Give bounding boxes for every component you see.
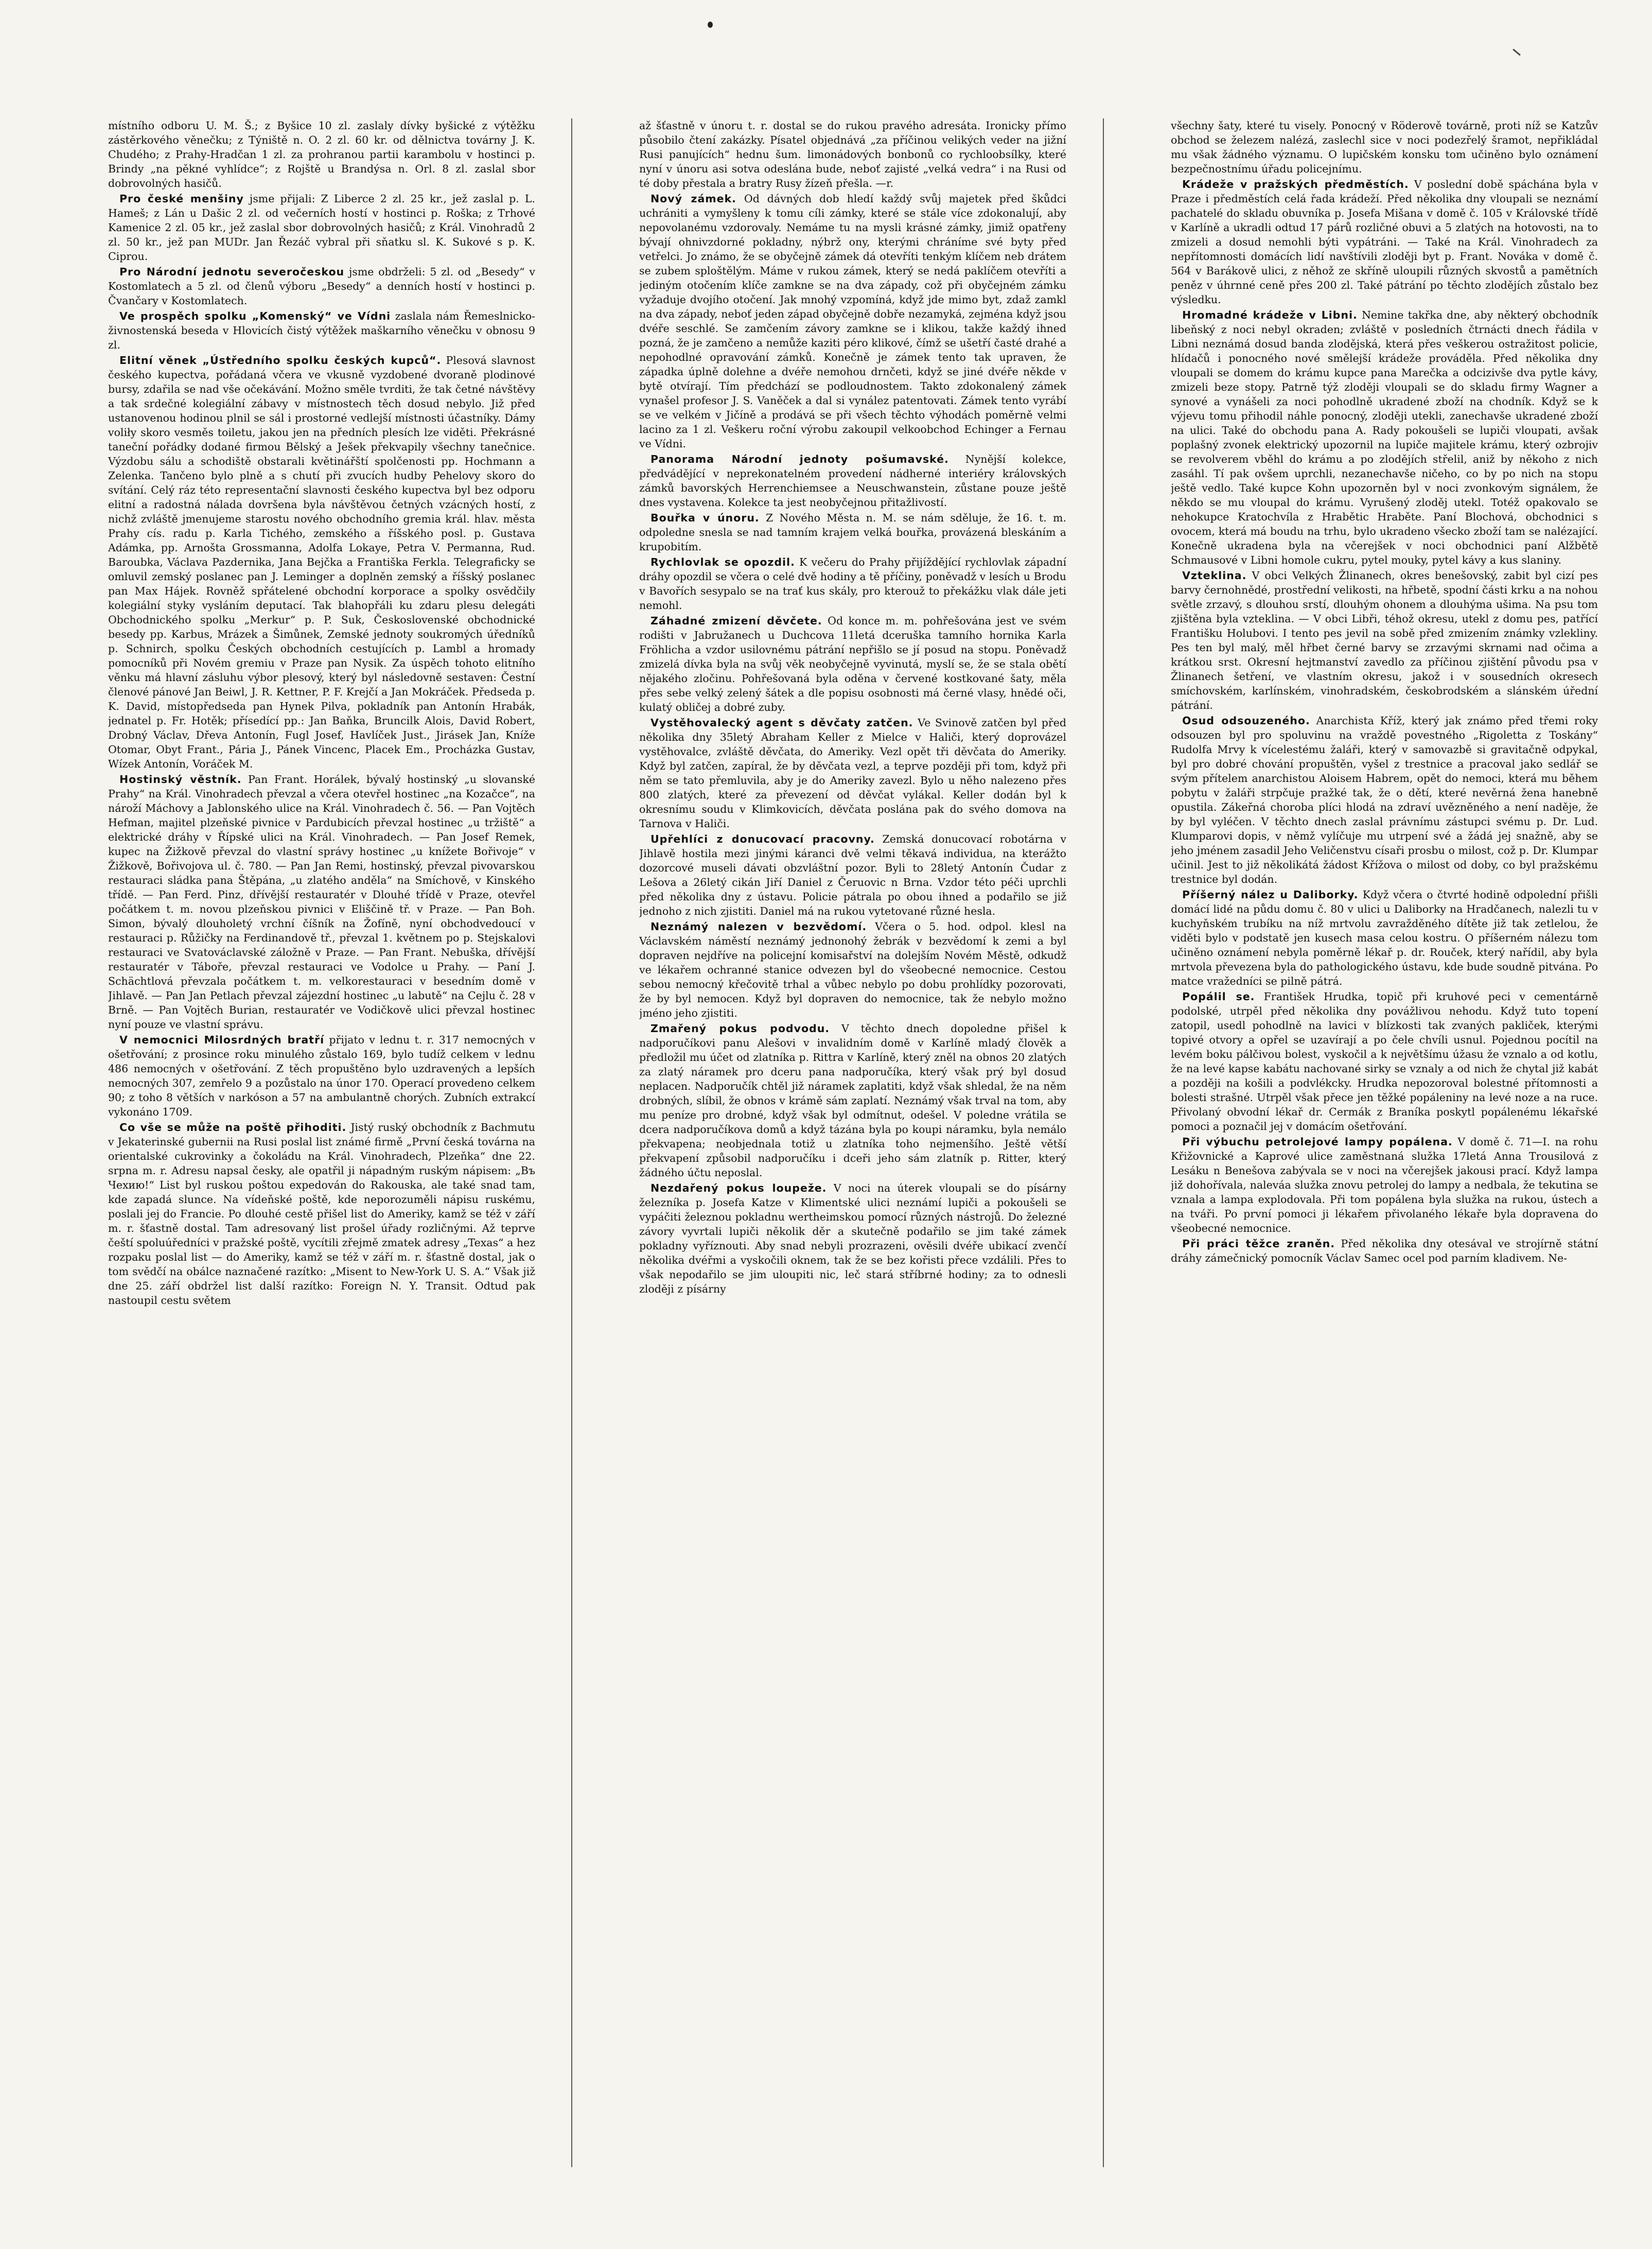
- article-headline: Pro české menšiny: [119, 193, 244, 205]
- article-text: jsme přijali: Z Liberce 2 zl. 25 kr., jež zaslal p. L. Hameš; z Lán u Dašic 2 zl. od večerních hostí v hostinci p. Roška; z Trhové Kamenice 2 zl. 05 kr., jež zaslal sbor dobrovolných hasičů; z Král. Vinohradů 2 zl. 50 kr., jež pan MUDr. Jan Řezáč vybral při sňatku sl. K. Sukové s p. K. Ciprou.: [108, 193, 535, 263]
- article-paragraph: [1171, 989, 1598, 1134]
- article-text: Zemská donucovací robotárna v Jihlavě hostila mezi jinými káranci dvě velmi těkavá individua, na kterážto dozorcové museli dávati obzvláštní pozor. Byli to 28letý Antonín Čudar z Lešova a 26letý cikán Jiří Daniel z Čeruovic n Brna. Vzdor této péči uprchli před několika dny z ústavu. Policie pátrala po obou ihned a podařilo se již jednoho z nich zjistiti. Daniel má na rukou vytetované různé hesla.: [639, 833, 1066, 917]
- article-paragraph: [639, 191, 1066, 451]
- article-text: Nemine takřka dne, aby některý obchodník libeňský z noci nebyl okraden; zvláště v posledních čtrnácti dnech řádila v Libni neznámá dosud banda zlodějská, která přes veškerou ostražitost policie, hlídačů i ponocného nové smělejší krádeže prováděla. Před několika dny vloupali se domem do krámu kupce pana Marečka a odcizivše dva pytle kávy, zmizeli beze stopy. Patrně týž zloději vloupali se do skladu firmy Wagner a synové a vynášeli za noci pohodlně ukradené zboží na chodník. Když se k výjevu tomu přihodil náhle ponocný, zloději utekli, zanechavše ukradené zboží na ulici. Také do obchodu pana A. Rady pokoušeli se lupiči vloupati, avšak poplašný zvonek elektrický upozornil na lupiče majitele krámu, který ozbrojiv se revolverem vběhl do krámu a po zlodějích střelil, aniž by někoho z nich zasáhl. Tí pak ovšem uprchli, nezanechavše ničeho, co by po nich na stopu ještě vedlo. Také kupce Kohn upozorněn byl v noci zvonkovým signálem, že někdo se mu vloupal do krámu. Vyrušený zloděj utekl. Totéž opakovalo se nehokupce Kratochvíla z Hrabětic Hraběte. Paní Blochová, obchodnici s ovocem, která má boudu na trhu, bylo ukradeno všecko zboží tam se nalézající. Konečně ukradena byla na včerejšek v noci obchodnici paní Alžbětě Schmausové v Libni homole cukru, pytel mouky, pytel kávy a kus slaniny.: [1171, 309, 1598, 566]
- article-paragraph: [639, 118, 1066, 190]
- article-headline: Rychlovlak se opozdil.: [651, 556, 795, 568]
- article-text: Jistý ruský obchodník z Bachmutu v Jekaterinské gubernii na Rusi poslal list známé firmě „První česká továrna na orientalské cukrovinky a čokoládu na Král. Vinohradech, Plzeňka“ dne 22. srpna m. r. Adresu napsal česky, ale opatřil ji nápadným ruským nápisem: „Въ Чехию!“ List byl ruskou poštou expedován do Rakouska, ale také snad tam, kde zapadá slunce. Na vídeňské poště, kde neporozuměli nápisu ruskému, poslali jej do Francie. Po dlouhé cestě přišel list do Ameriky, kamž se též v září m. r. šťastně dostal. Tam adresovaný list prošel úřady rozličnými. Až teprve čeští spoluúředníci v pražské poště, vycítili zřejmě zmatek adresy „Texas“ a hez rozpaku poslal list — do Ameriky, kamž se též v září m. r. šťastně dostal, jak o tom svědčí na obálce naznačené razítko: „Misent to New-York U. S. A.“ Však již dne 25. září obdržel list další razítko: Foreign N. Y. Transit. Odtud pak nastoupil cestu světem: [108, 1121, 535, 1306]
- article-headline: Krádeže v pražských předměstích.: [1182, 178, 1409, 190]
- article-headline: Vystěhovalecký agent s děvčaty zatčen.: [651, 717, 913, 729]
- article-paragraph: [639, 511, 1066, 554]
- article-paragraph: [639, 555, 1066, 613]
- article-headline: Elitní věnek „Ústředního spolku českých kupců“.: [119, 354, 442, 367]
- article-paragraph: [108, 191, 535, 264]
- article-text: V obci Velkých Žlinanech, okres benešovský, zabit byl cizí pes barvy černohnědé, prostřední velikosti, na hřbetě, spodní části krku a na nohou světle zrzavý, s dlouhou srstí, dlouhým ohonem a dlouhýma ušima. Na psu tom zjištěna byla vzteklina. — V obci Libři, téhož okresu, utekl z domu pes, patřící Františku Holubovi. I tento pes jevil na sobě před zmizením známky vzlekliny. Pes ten byl malý, měl hřbet černé barvy se zrzavými skrnami nad očima a krátkou srst. Okresní hejtmanství zavedlo za příčinou zjištění původu psa v Žlinanech šetření, ve vlastním okresu, jakož i v sousedních okresech smíchovském, karlínském, vinohradském, českobrodském a slánském úřední pátrání.: [1171, 569, 1598, 711]
- article-headline: Ve prospěch spolku „Komenský“ ve Vídni: [119, 310, 391, 322]
- article-headline: Co vše se může na poště přihoditi.: [119, 1121, 347, 1134]
- article-headline: Neznámý nalezen v bezvědomí.: [651, 920, 867, 933]
- article-paragraph: [639, 919, 1066, 1020]
- article-text: V poslední době spáchána byla v Praze i předměstích celá řada krádeží. Před několika dny vloupali se neznámí pachatelé do skladu obuvníka p. Josefa Mišana v domě č. 105 v Královské třídě v Karlíně a ukradli odtud 17 párů rozličné obuvi a 5 zlatých na hotovosti, na to zmizeli a dosud nemohli býti vypátráni. — Také na Král. Vinohradech za nepřítomnosti domácích lidí navštívili zloději byt p. Frant. Nováka v domě č. 564 v Barákově ulici, z něhož ze skříně uloupili různých skvostů a pamětních peněz v úhrnné ceně přes 200 zl. Také pátrání po těchto zlodějích zůstalo bez výsledku.: [1171, 178, 1598, 306]
- article-paragraph: [108, 1120, 535, 1307]
- article-headline: Záhadné zmizení děvčete.: [651, 615, 822, 627]
- article-paragraph: [639, 716, 1066, 831]
- column-2: [639, 118, 1066, 2172]
- article-text: V těchto dnech dopoledne přišel k nadporučíkovi panu Alešovi v invalidním domě v Karlíně mladý člověk a předložil mu účet od zlatníka p. Rittra v Karlíně, který zněl na obnos 20 zlatých za zlatý náramek pro dceru pana nadporučíka, který však prý byl dosud neplacen. Nadporučík chtěl již náramek zaplatiti, když však shledal, že na něm drobných, slíbil, že obnos v krámě sám zaplatí. Neznámý však trval na tom, aby mu peníze pro drobné, když však byl odmítnut, odešel. V poledne vrátila se dcera nadporučíkova domů a když tázána byla po koupi náramku, byla nemálo překvapena; neobjednala totiž u zlatníka toho nejmenšího. Ještě větší překvapení způsobil nadporučíku i dceři jeho sám zlatník p. Ritter, který žádného účtu neposlal.: [639, 1022, 1066, 1179]
- article-headline: Popálil se.: [1182, 990, 1255, 1003]
- article-paragraph: [639, 614, 1066, 714]
- article-paragraph: [108, 265, 535, 308]
- article-text: K večeru do Prahy přijíždějící rychlovlak západní dráhy opozdil se včera o celé dvě hodiny a tě příčiny, poněvadž v lesích u Brodu v Bavořích sesypalo se na trať kus skály, pro kterouž to překážku vlak dále jeti nemohl.: [639, 556, 1066, 612]
- article-text: František Hrudka, topič při kruhové peci v cementárně podolské, utrpěl před několika dny povážlivou nehodu. Když tuto topení zatopil, usedl pohodlně na lavici v blízkosti tak zvaných pakliček, kterými topivé otvory a opřel se uzavírají a po čele chvíli usnul. Pojednou pocítil na levém boku pálčivou bolest, vyskočil a k největšímu úžasu že vznalo a od kotlu, že na levé kapse kabátu nachované sirky se vznaly a od nich že chytal již kabát a později na košili a podvlékcky. Hrudka nepozoroval bolestné přítomnosti a bolesti strašné. Utrpěl však přece jen těžké popáleniny na levé noze a na ruce. Přivolaný obvodní lékař dr. Cermák z Braníka poskytl popálenému lékařské pomoci a poznačil jej v domácím ošetřování.: [1171, 990, 1598, 1132]
- article-paragraph: [1171, 118, 1598, 176]
- article-text: Plesová slavnost českého kupectva, pořádaná včera ve vkusně vyzdobené dvoraně plodinové bursy, zdařila se nad vše očekávání. Možno směle tvrditi, že tak četné návštěvy a tak srdečné kolegiální zábavy v místnostech těch dosud nebylo. Již před ustanovenou hodinou plnil se sál i prostorné vedlejší místnosti účastníky. Dámy voliły skoro vesměs toiletu, jakou jen na předních plesích lze viděti. Překrásné taneční pořádky dodané firmou Bělský a Ješek překvapily všechny tanečnice. Výzdobu sálu a schodiště obstarali květinářští spolčenosti pp. Hochmann a Zelenka. Tančeno bylo plně a s chutí při zvucích hudby Pehelovy skoro do svítání. Celý ráz této representační slavnosti českého kupectva byl bez odporu elitní a radostná nálada dovršena byla návštěvou četných vzácných hostí, z nichž zvláště jmenujeme starostu nového obchodního gremia král. hlav. města Prahy cís. radu p. Karla Tichého, zemského a říšského posl. p. Gustava Adámka, pp. Arnošta Grossmanna, Adolfa Lokaye, Petra V. Permanna, Rud. Baroubka, Václava Pazdernika, Jana Bejčka a Františka Ferkla. Telegraficky se omluvil zemský poslanec pan J. Leminger a doplněn zemský a říšský poslanec pan Max Hájek. Rovněž spřátelené obchodní korporace a spolky osvědčily kolegiální styky vysláním deputací. Tak blahopřáli ku zdaru plesu delegáti Obchodnického spolku „Merkur“ p. P. Suk, Československé obchodnické besedy pp. Karbus, Mrázek a Šimůnek, Zemské jednoty soukromých úředníků p. Schnirch, spolku Českých obchodních cestujících p. Lambl a hromady pomocníků při Novém gremiu v Praze pan Nysik. Za úspěch tohoto elitního věnku má hlavní zásluhu výbor plesový, který byl následovně sestaven: Čestní členové pánové Jan Beiwl, J. R. Kettner, P. F. Krejčí a Jan Mokráček. Předseda p. K. David, místopředseda pan Hynek Pilva, pokladník pan Antonín Hrabák, jednatel p. Fr. Hotěk; přísedící pp.: Jan Baňka, Bruncilk Alois, David Robert, Drobný Václav, Dřeva Antonín, Fugl Josef, Havlíček Just., Jirásek Jan, Kníže Otomar, Obyt Frant., Pária J., Pánek Vincenc, Placek Em., Procházka Gustav, Wízek Antonín, Voráček M.: [108, 354, 535, 770]
- article-paragraph: [108, 353, 535, 771]
- article-headline: Bouřka v únoru.: [651, 512, 760, 524]
- article-paragraph: [639, 1181, 1066, 1296]
- article-headline: Při výbuchu petrolejové lampy popálena.: [1182, 1136, 1453, 1148]
- article-headline: Příšerný nález u Daliborky.: [1182, 888, 1359, 901]
- article-paragraph: [639, 1021, 1066, 1180]
- article-headline: Vzteklina.: [1182, 569, 1247, 582]
- article-text: Od konce m. m. pohřešována jest ve svém rodišti v Jabružanech u Duchcova 11letá dceruška tamního hornika Karla Fröhlicha a vzdor usilovnému pátrání nepřišlo se jí posud na stopu. Poněvadž zmizelá dívka byla na svůj věk neobyčejně vyvinutá, myslí se, že se stala obětí nějakého zločinu. Pohřešovaná byla oděna v červené kostkované šaty, měla přes sebe velký zelený šátek a dle popisu osobnosti má černé vlasy, hnědé oči, kulatý obličej a dobré zuby.: [639, 615, 1066, 713]
- article-paragraph: [1171, 713, 1598, 886]
- column-divider-2: [1103, 118, 1104, 2167]
- article-text: Pan Frant. Horálek, bývalý hostinský „u slovanské Prahy“ na Král. Vinohradech převzal a včera otevřel hostinec „na Kozačce“, na nároží Máchovy a Jablonského ulice na Král. Vinohradech č. 56. — Pan Vojtěch Hefman, majitel plzeňské pivnice v Pardubicích převzal hostinec „u tržiště“ a elektrické dráhy v Řípské ulici na Král. Vinohradech. — Pan Josef Remek, kupec na Žižkově převzal do vlastní správy hostinec „u knížete Bořivoje“ v Žižkově, Bořivojova ul. č. 780. — Pan Jan Remi, hostinský, převzal pivovarskou restauraci sládka pana Štěpána, „u zlatého anděla“ na Smíchově, v Kinského třídě. — Pan Ferd. Pinz, dřívější restauratér v Dlouhé třídě v Praze, otevřel počátkem t. m. novou plzeňskou pivnici v Eliščině tř. v Praze. — Pan Boh. Simon, bývalý dlouholetý vrchní číšník na Žofíně, nyní obchodvedoucí v restauraci p. Růžičky na Ferdinandově tř., převzal 1. květnem po p. Stejskalovi restauraci ve Svatováclavské záložně v Praze. — Pan Frant. Nebuška, dřívější restauratér v Táboře, převzal restauraci ve Vodolce u Prahy. — Paní J. Schächtlová převzala počátkem t. m. velkorestauraci v besedním domě v Jihlavě. — Pan Jan Petlach převzal zájezdní hostinec „u labutě“ na Cejlu č. 28 v Brně. — Pan Vojtěch Burian, restauratér ve Vodičkově ulici převzal hostinec nyní pouze ve vlastní správu.: [108, 773, 535, 1031]
- article-text: Když včera o čtvrté hodině odpolední přišli domácí lidé na půdu domu č. 80 v ulici u Daliborky na Hradčanech, nalezli tu v kuchyňském trubíku na níž mrtvolu zavražděného dítěte již tak zetlelou, že viděti bylo v podstatě jen kusech masa celou kostru. O příšerném nálezu tom učiněno oznámení nebyla poměrně lékař p. dr. Rouček, který nařídil, aby byla mrtvola převezena byla do pathologického ústavu, kde bude soudně pitvána. Po matce vražedníci se pilně pátrá.: [1171, 888, 1598, 987]
- article-text: Ve Svinově zatčen byl před několika dny 35letý Abraham Keller z Mielce v Haliči, který doprovázel vystěhovalce, zvláště děvčata, do Ameriky. Vezl opět tři děvčata do Ameriky. Když byl zatčen, zapíral, že by děvčata vezl, a teprve později při tom, když při něm se tato přemluvila, aby je do Ameriky zavezl. Bylo u něho nalezeno přes 800 zlatých, které za převezení od děvčat vylákal. Keller dodán byl k okresnímu soudu v Klimkovicích, děvčata poslána pak do svého domova na Tarnova v Haliči.: [639, 717, 1066, 830]
- article-headline: Osud odsouzeného.: [1182, 714, 1310, 727]
- article-paragraph: [108, 309, 535, 352]
- article-text: Od dávných dob hledí každý svůj majetek před škůdci uchrániti a vymyšleny k tomu cíli zámky, které se stále více zdokonalují, aby nepovolanému vzdorovaly. Nemáme tu na mysli krásné zámky, jimiž opatřeny bývají ohnivzdorné pokladny, nýbrž ony, kterými chráníme své byty před vetřelci. Jo známo, že se obyčejně zámek dá otevříti tenkým klíčem neb drátem se zubem sploštělým. Máme v rukou zámek, který se nedá paklíčem otevříti a jediným otočením klíče zamkne se na dva západy, což při obyčejném zámku vyžaduje dvojího otočení. Jak mnohý vzpomíná, když jde mimo byt, zdaž zamkl na dva západy, neboť jeden západ obyčejně dobře nezamyká, zejména když jsou dvéře seschlé. Se zamčením závory zamkne se i klikou, takže každý ihned pozná, že je zamčeno a nemůže kaziti péro klikové, čímž se ušetří časté drahé a nepohodlné opravování zámků. Konečně je zámek tento tak upraven, že západka úplně dolehne a dvéře nemohou drnčeti, když se jiné dvéře někde v bytě otvírají. Tím předchází se podloudnostem. Takto zdokonalený zámek vynašel profesor J. S. Vaněček a dal si vynález patentovati. Zámek tento vyrábí se ve velkém v Jičíně a prodává se při všech těchto výhodách poměrně velmi lacino za 1 zl. Veškeru roční výrobu zakoupil velkoobchod Echinger a Fernau ve Vídni.: [639, 193, 1066, 450]
- article-text: V noci na úterek vloupali se do písárny železníka p. Josefa Katze v Klimentské ulici neznámí lupiči a pokoušeli se vypáčiti železnou pokladnu wertheimskou pomocí různých nástrojů. Do železné závory vyvrtali lupiči několik děr a skutečně podařilo se jim také zámek pokladny vyříznouti. Aby snad nebyli prozrazeni, ověsili dvéře ubikací zvenčí několika dvéřmi a vyskočili oknem, tak že se bez kořisti přece vzdálili. Přes to však nepodařilo se jim uloupiti nic, leč stará stříbrné hodiny; za to odnesli zloději z písárny: [639, 1182, 1066, 1295]
- article-paragraph: [108, 118, 535, 190]
- article-headline: Upřehlíci z donucovací pracovny.: [651, 833, 875, 845]
- article-text: Včera o 5. hod. odpol. klesl na Václavském náměstí neznámý jednonohý žebrák v bezvědomí k zemi a byl dopraven nejdříve na policejní komisařství na dolejším Novém Městě, odkudž ve lékařem ochranné stanice odvezen byl do všeobecné nemocnice. Cestou sebou nemocný křečovitě trhal a vůbec nebylo po dobu prohlídky pozorovati, že by byl nemocen. Když byl dopraven do nemocnice, tak že nebylo možno jméno jeho zjistiti.: [639, 920, 1066, 1019]
- article-text: až šťastně v únoru t. r. dostal se do rukou pravého adresáta. Ironicky přímo působilo čtení zakázky. Písatel objednává „za příčinou velikých veder na jižní Rusi panujících“ hednu šum. limonádových bonbonů co rychloobsílky, které nyní v únoru asi sotva odeslána bude, neboť zajisté „velká vedra“ i na Rusi od té doby přestala a bratry Rusy žízeň přešla. —r.: [639, 119, 1066, 189]
- article-paragraph: [639, 832, 1066, 918]
- article-text: jsme obdrželi: 5 zl. od „Besedy“ v Kostomlatech a 5 zl. od členů výboru „Besedy“ a denních hostí v hostinci p. Čvančary v Kostomlatech.: [108, 266, 535, 307]
- article-text: přijato v lednu t. r. 317 nemocných v ošetřování; z prosince roku minulého zůstalo 169, bylo tudíž celkem v lednu 486 nemocných v ošetřování. Z těch propuštěno bylo uzdravených a lepších nemocných 307, zemřelo 9 a pozůstalo na únor 170. Operací provedeno celkem 90; z toho 8 větších v narkóson a 57 na ambulantně chorých. Zubních extrakcí vykonáno 1709.: [108, 1034, 535, 1118]
- column-divider-1: [571, 118, 572, 2167]
- article-headline: Panorama Národní jednoty pošumavské.: [651, 453, 949, 465]
- article-paragraph: [1171, 887, 1598, 988]
- article-headline: Nový zámek.: [651, 193, 736, 205]
- article-paragraph: [108, 772, 535, 1032]
- article-headline: Hromadné krádeže v Libni.: [1182, 309, 1358, 321]
- article-paragraph: [108, 1033, 535, 1119]
- article-text: Před několika dny otesával ve strojírně státní dráhy zámečnický pomocník Václav Samec ocel pod parním kladivem. Ne-: [1171, 1237, 1598, 1264]
- article-text: všechny šaty, které tu visely. Ponocný v Röderově továrně, proti níž se Katzův obchod se železem nalézá, zaslechl sice v noci podezřelý šramot, nepřikládal mu však žádného významu. O lupičském konsku tom učiněno bylo oznámení bezpečnostnímu úřadu policejnímu.: [1171, 119, 1598, 175]
- article-paragraph: [1171, 1135, 1598, 1235]
- corner-scratch-mark: [1513, 49, 1521, 56]
- article-text: zaslala nám Řemeslnicko-živnostenská beseda v Hlovicích čistý výtěžek maškarního věnečku v obnosu 9 zl.: [108, 310, 535, 351]
- article-paragraph: [1171, 308, 1598, 567]
- column-1: [108, 118, 535, 2172]
- article-headline: Zmařený pokus podvodu.: [651, 1022, 830, 1035]
- article-text: Z Nového Města n. M. se nám sděluje, že 16. t. m. odpoledne snesla se nad tamním krajem velká bouřka, provázená bleskáním a krupobitím.: [639, 512, 1066, 553]
- article-text: Anarchista Kříž, který jak známo před třemi roky odsouzen byl pro spoluvinu na vraždě povestného „Rigoletta z Toskány“ Rudolfa Mrvy k vícelestému žaláři, který v samovazbě si gravitačně odpykal, byl pro dobré chování propuštěn, vyšel z trestnice a pracoval jako sedlář se svým přítelem anarchistou Aloisem Habrem, opět do nemoci, která mu během pobytu v žaláři strpčuje pražké tak, že o dětí, které nevěrná žena hanebně opustila. Zákeřná choroba plíci hlodá na zdraví uvězněného a není naděje, že by byl vyléčen. V těchto dnech zaslal právnímu zástupci svému p. Dr. Lud. Klumparovi dopis, v němž vylíčuje mu utrpení své a žádá jej snažně, aby se jeho jménem zasadil Jeho Veličenstvu císaři prosbu o milost, což p. Dr. Klumpar učinil. Jest to již několikátá žádost Křížova o milost od doby, co byl pražskému trestnice byl dodán.: [1171, 714, 1598, 885]
- print-dot-mark: [708, 22, 713, 28]
- article-paragraph: [1171, 568, 1598, 712]
- article-headline: Hostinský věstník.: [119, 773, 242, 786]
- article-text: V domě č. 71—I. na rohu Křižovnické a Kaprové ulice zaměstnaná služka 17letá Anna Trousilová z Lesáku n Benešova zabývala se v noci na včerejšek jakousi prací. Když lampa již dohořívala, naleváa služka znovu petrolej do lampy a nedbala, že tekutina se vznala a lampa explodovala. Při tom popálena byla služka na rukou, ústech a na tváři. Po první pomoci ji lékařem přivolaného lékaře byla dopravena do všeobecné nemocnice.: [1171, 1136, 1598, 1234]
- article-paragraph: [639, 452, 1066, 510]
- article-headline: V nemocnici Milosrdných bratří: [119, 1034, 325, 1046]
- article-headline: Pro Národní jednotu severočeskou: [119, 266, 345, 278]
- article-headline: Při práci těžce zraněn.: [1182, 1237, 1335, 1250]
- article-headline: Nezdařený pokus loupeže.: [651, 1182, 827, 1194]
- article-paragraph: [1171, 1236, 1598, 1265]
- column-3: [1171, 118, 1598, 2172]
- article-text: Nynější kolekce, předvádějící v neprekonatelném provedení nádherné interiéry královských zámků bavorských Herrenchiemsee a Neuschwanstein, zůstane pouze ještě dnes vystavena. Kolekce ta jest neobyčejnou přitažlivostí.: [639, 453, 1066, 509]
- article-text: místního odboru U. M. Š.; z Byšice 10 zl. zaslaly dívky byšické z výtěžku zástěrkového věnečku; z Týniště n. O. 2 zl. 60 kr. od dělnictva továrny J. K. Chudého; z Prahy-Hradčan 1 zl. za prohranou partii karambolu v hostinci p. Brindy „na pěkné vyhlídce“; z Rojště u Brandýsa n. Orl. 8 zl. zaslal sbor dobrovolných hasičů.: [108, 119, 535, 189]
- article-paragraph: [1171, 177, 1598, 307]
